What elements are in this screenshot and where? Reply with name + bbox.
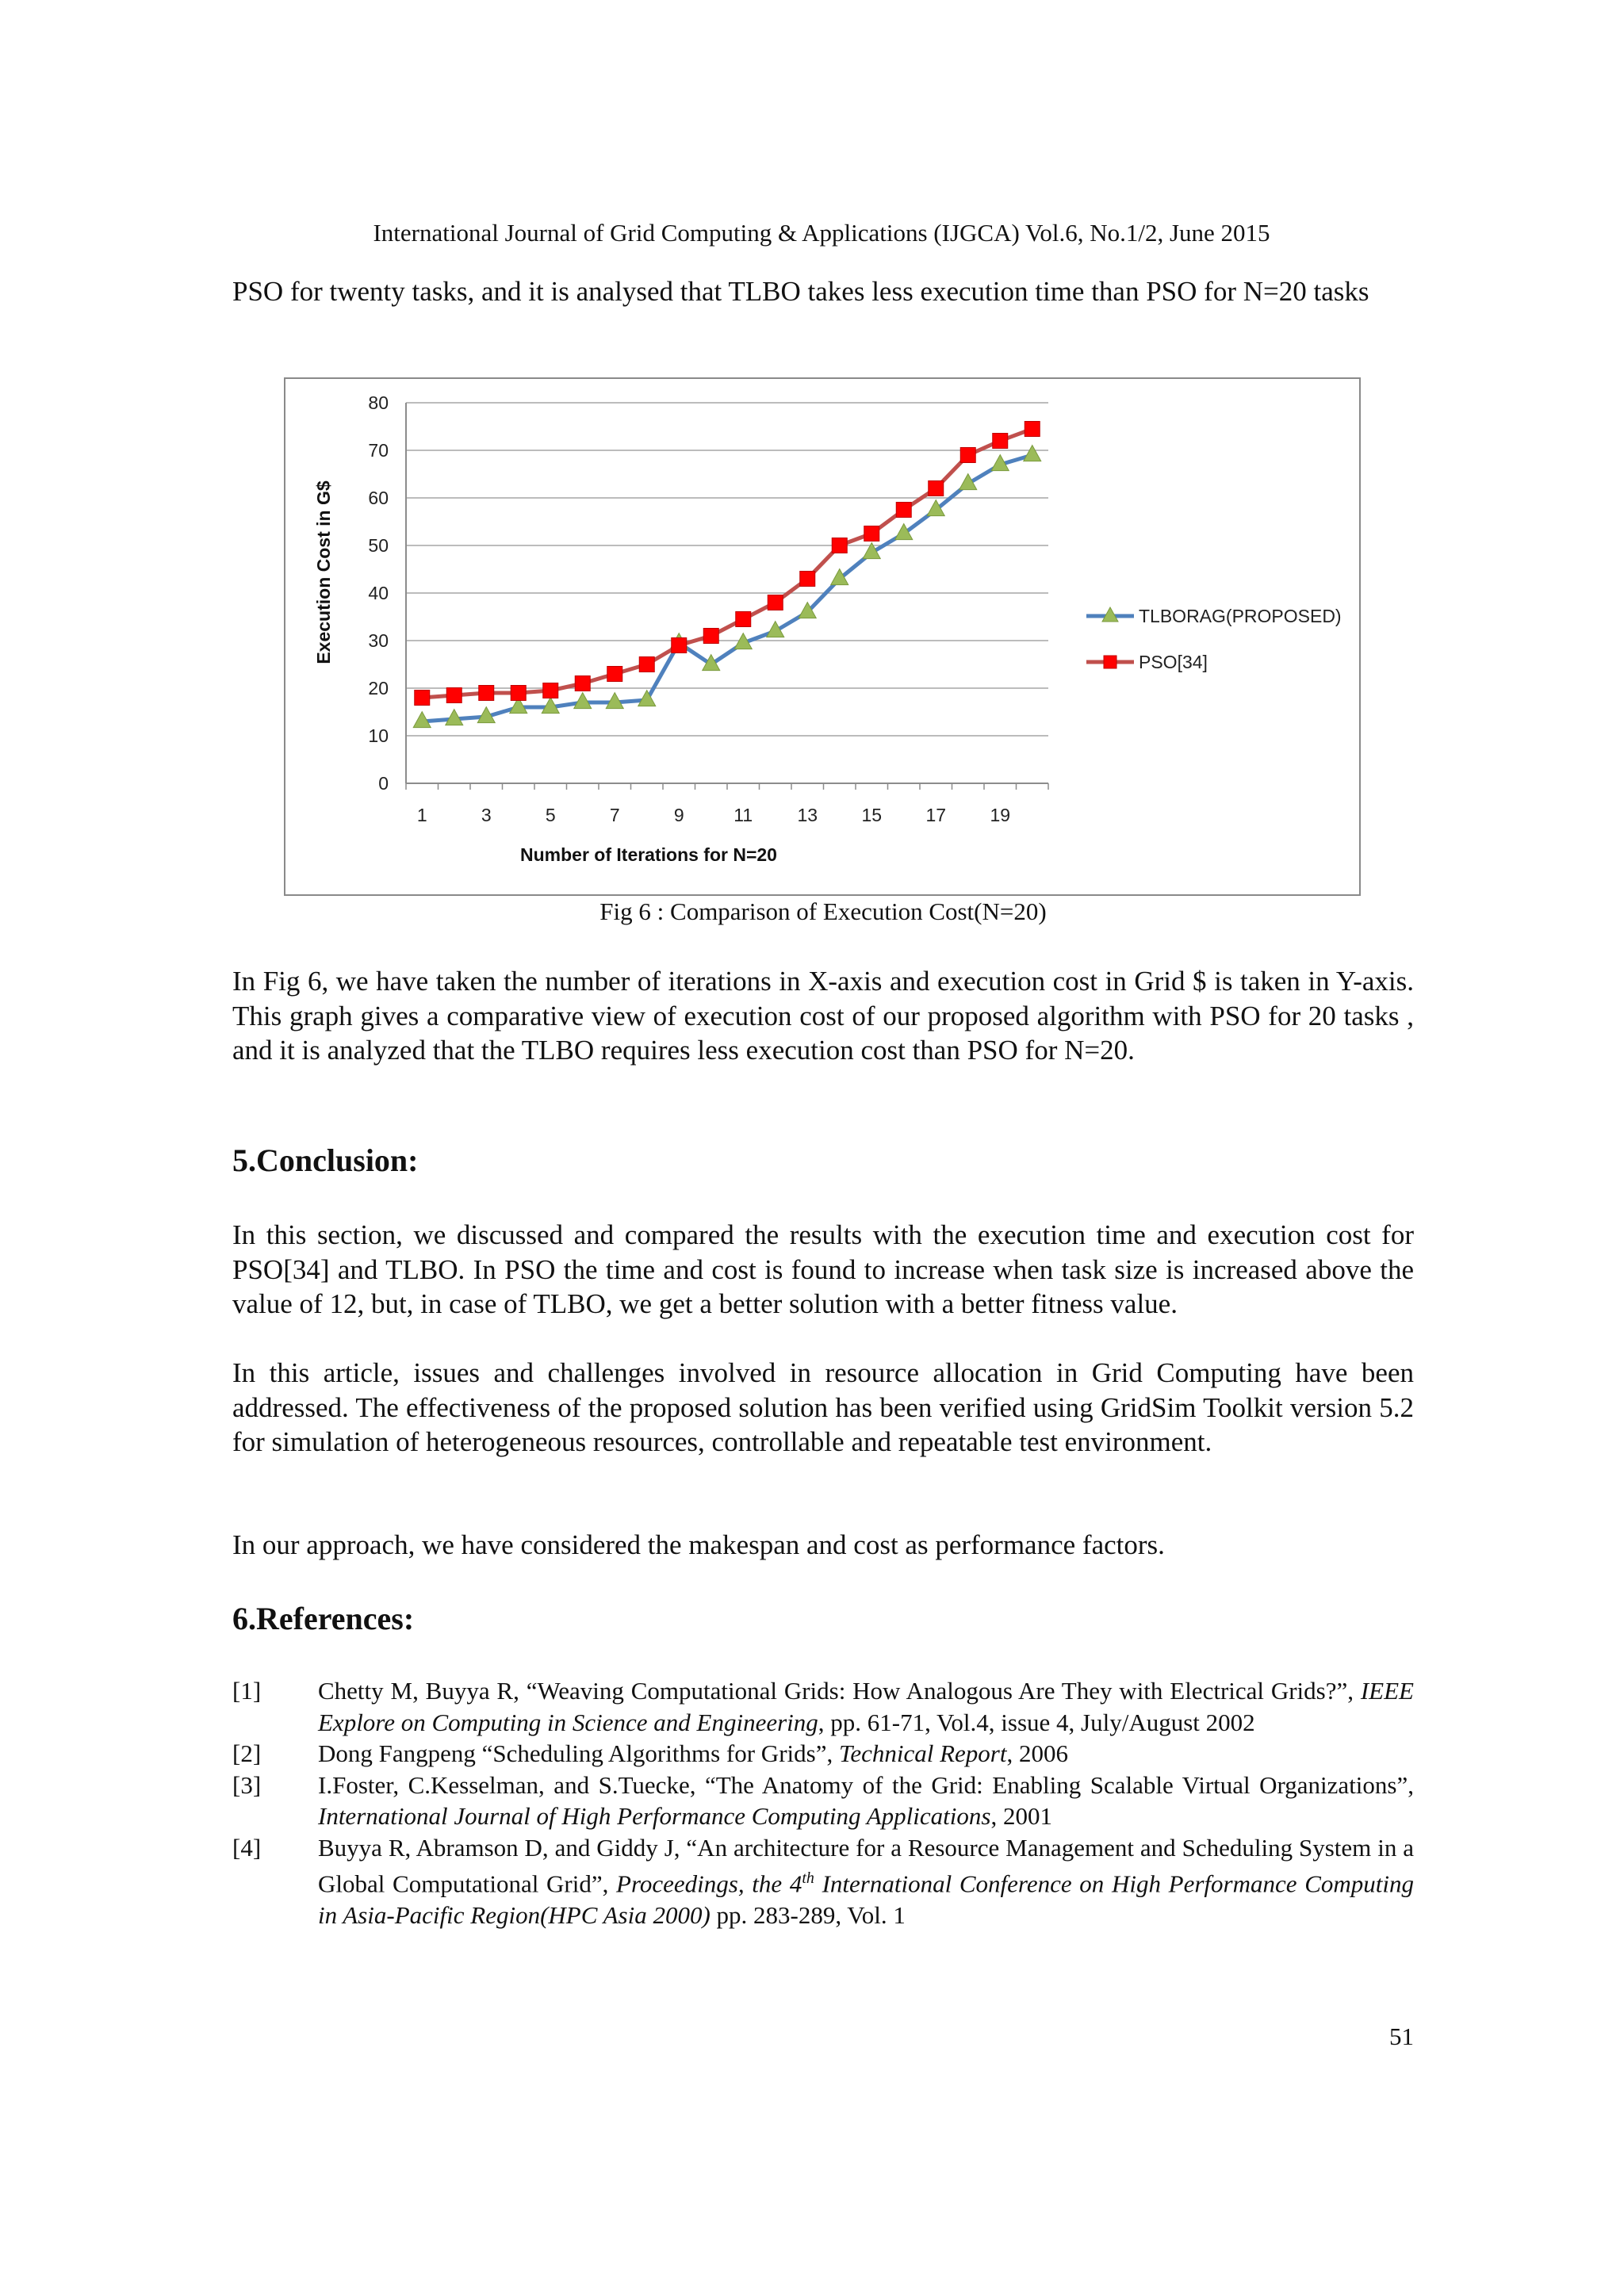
data-point-pso: [446, 688, 462, 703]
data-point-pso: [511, 686, 526, 701]
reference-venue: IEEE Explore on Computing in Science and Engineering: [318, 1677, 1414, 1736]
x-tick-label: 11: [733, 805, 753, 825]
x-tick-label: 5: [545, 805, 556, 825]
y-tick-label: 10: [368, 725, 389, 746]
data-point-pso: [864, 526, 879, 541]
reference-text: I.Foster, C.Kesselman, and S.Tuecke, “The Anatomy of the Grid: Enabling Scalable Virtual Organizations”,: [318, 1770, 1414, 1799]
reference-details: , 2001: [990, 1802, 1052, 1830]
y-tick-label: 60: [368, 488, 389, 508]
page-number: 51: [1389, 2022, 1414, 2050]
data-point-pso: [639, 657, 654, 672]
x-tick-label: 13: [797, 805, 818, 825]
legend-label: PSO[34]: [1139, 652, 1208, 672]
x-tick-label: 15: [861, 805, 883, 825]
conclusion-paragraph-3: In our approach, we have considered the makespan and cost as performance factors.: [232, 1529, 1165, 1560]
reference-item: [232, 1832, 1414, 1931]
reference-text: Dong Fangpeng “Scheduling Algorithms for Grids”,: [318, 1739, 839, 1767]
reference-details: , pp. 61-71, Vol.4, issue 4, July/August 2002: [818, 1708, 1255, 1736]
x-tick-label: 19: [990, 805, 1011, 825]
x-tick-label: 7: [609, 805, 620, 825]
data-point-pso: [607, 667, 622, 682]
reference-text: Chetty M, Buyya R, “Weaving Computational Grids: How Analogous Are They with Electrical Grids?”,: [318, 1677, 1361, 1705]
conclusion-heading: 5.Conclusion:: [232, 1142, 419, 1178]
reference-ordinal-suffix: th: [802, 1869, 814, 1887]
y-tick-label: 70: [368, 440, 389, 461]
legend-label: TLBORAG(PROPOSED): [1139, 606, 1342, 626]
data-point-pso: [575, 676, 590, 691]
y-tick-label: 30: [368, 630, 389, 651]
y-tick-label: 50: [368, 535, 389, 556]
x-tick-label: 1: [416, 805, 427, 825]
data-point-pso: [736, 612, 751, 627]
analysis-paragraph: In Fig 6, we have taken the number of iterations in X-axis and execution cost in Grid $ is taken in Y-axis. This graph gives a comparative view of execution cost of our proposed algorithm with PSO for 20 tasks , and it is analyzed that the TLBO requires less execution cost than PSO for N=20.: [232, 966, 1414, 1066]
data-point-pso: [800, 572, 815, 587]
reference-list: [232, 1675, 1414, 1931]
data-point-pso: [543, 683, 558, 698]
data-point-tlborag: [1024, 446, 1041, 461]
legend-marker-square: [1104, 656, 1116, 668]
reference-number: [3]: [232, 1770, 262, 1799]
reference-number: [4]: [232, 1833, 262, 1862]
intro-paragraph: PSO for twenty tasks, and it is analysed that TLBO takes less execution time than PSO for N=20 tasks: [232, 276, 1369, 307]
reference-number: [2]: [232, 1739, 262, 1767]
journal-header: International Journal of Grid Computing & Applications (IJGCA) Vol.6, No.1/2, June 2015: [373, 219, 1270, 247]
conclusion-paragraph-1: In this section, we discussed and compared the results with the execution time and execution cost for PSO[34] and TLBO. In PSO the time and cost is found to increase when task size is increased above the value of 12, but, in case of TLBO, we get a better solution with a better fitness value.: [232, 1219, 1414, 1319]
data-point-tlborag: [895, 524, 913, 540]
data-point-pso: [1025, 422, 1040, 437]
reference-venue: Technical Report: [838, 1739, 1007, 1767]
data-point-pso: [832, 538, 847, 553]
reference-item: [232, 1738, 1414, 1770]
y-tick-label: 20: [368, 678, 389, 698]
data-point-pso: [960, 448, 975, 463]
reference-details: , 2006: [1006, 1739, 1068, 1767]
reference-item: [232, 1675, 1414, 1738]
reference-item: [232, 1770, 1414, 1832]
reference-text: Buyya R, Abramson D, and Giddy J, “An architecture for a Resource Management and Scheduling System in a Global Computational Grid”,: [318, 1833, 1414, 1898]
data-point-pso: [703, 629, 718, 644]
data-point-pso: [672, 638, 687, 653]
data-point-pso: [479, 686, 494, 701]
data-point-pso: [993, 434, 1008, 449]
x-tick-label: 17: [925, 805, 947, 825]
chart-canvas: [285, 379, 1359, 894]
reference-details: pp. 283-289, Vol. 1: [710, 1900, 906, 1929]
y-tick-label: 40: [368, 583, 389, 603]
y-tick-label: 0: [378, 773, 389, 794]
y-axis-label: Execution Cost in G$: [313, 480, 334, 664]
execution-cost-chart: [284, 377, 1361, 896]
reference-venue: International Journal of High Performance Computing Applications: [318, 1802, 991, 1830]
data-point-pso: [896, 503, 911, 518]
data-point-pso: [768, 595, 783, 610]
figure-caption: Fig 6 : Comparison of Execution Cost(N=20): [599, 897, 1047, 925]
x-tick-label: 9: [673, 805, 684, 825]
x-axis-label: Number of Iterations for N=20: [520, 844, 777, 865]
conclusion-paragraph-2: In this article, issues and challenges involved in resource allocation in Grid Computing have been addressed. The effectiveness of the proposed solution has been verified using GridSim Toolkit version 5.2 for simulation of heterogeneous resources, controllable and repeatable test environment.: [232, 1357, 1414, 1457]
reference-number: [1]: [232, 1677, 262, 1705]
data-point-pso: [929, 481, 944, 496]
y-tick-label: 80: [368, 392, 389, 413]
reference-venue: Proceedings, the 4: [616, 1869, 802, 1898]
reference-venue-continued: International Conference on High Performance Computing in Asia-Pacific Region(HPC Asia 2000): [318, 1869, 1414, 1929]
references-heading: 6.References:: [232, 1601, 415, 1636]
x-tick-label: 3: [481, 805, 492, 825]
series-line-pso: [422, 429, 1032, 698]
data-point-pso: [415, 691, 430, 706]
